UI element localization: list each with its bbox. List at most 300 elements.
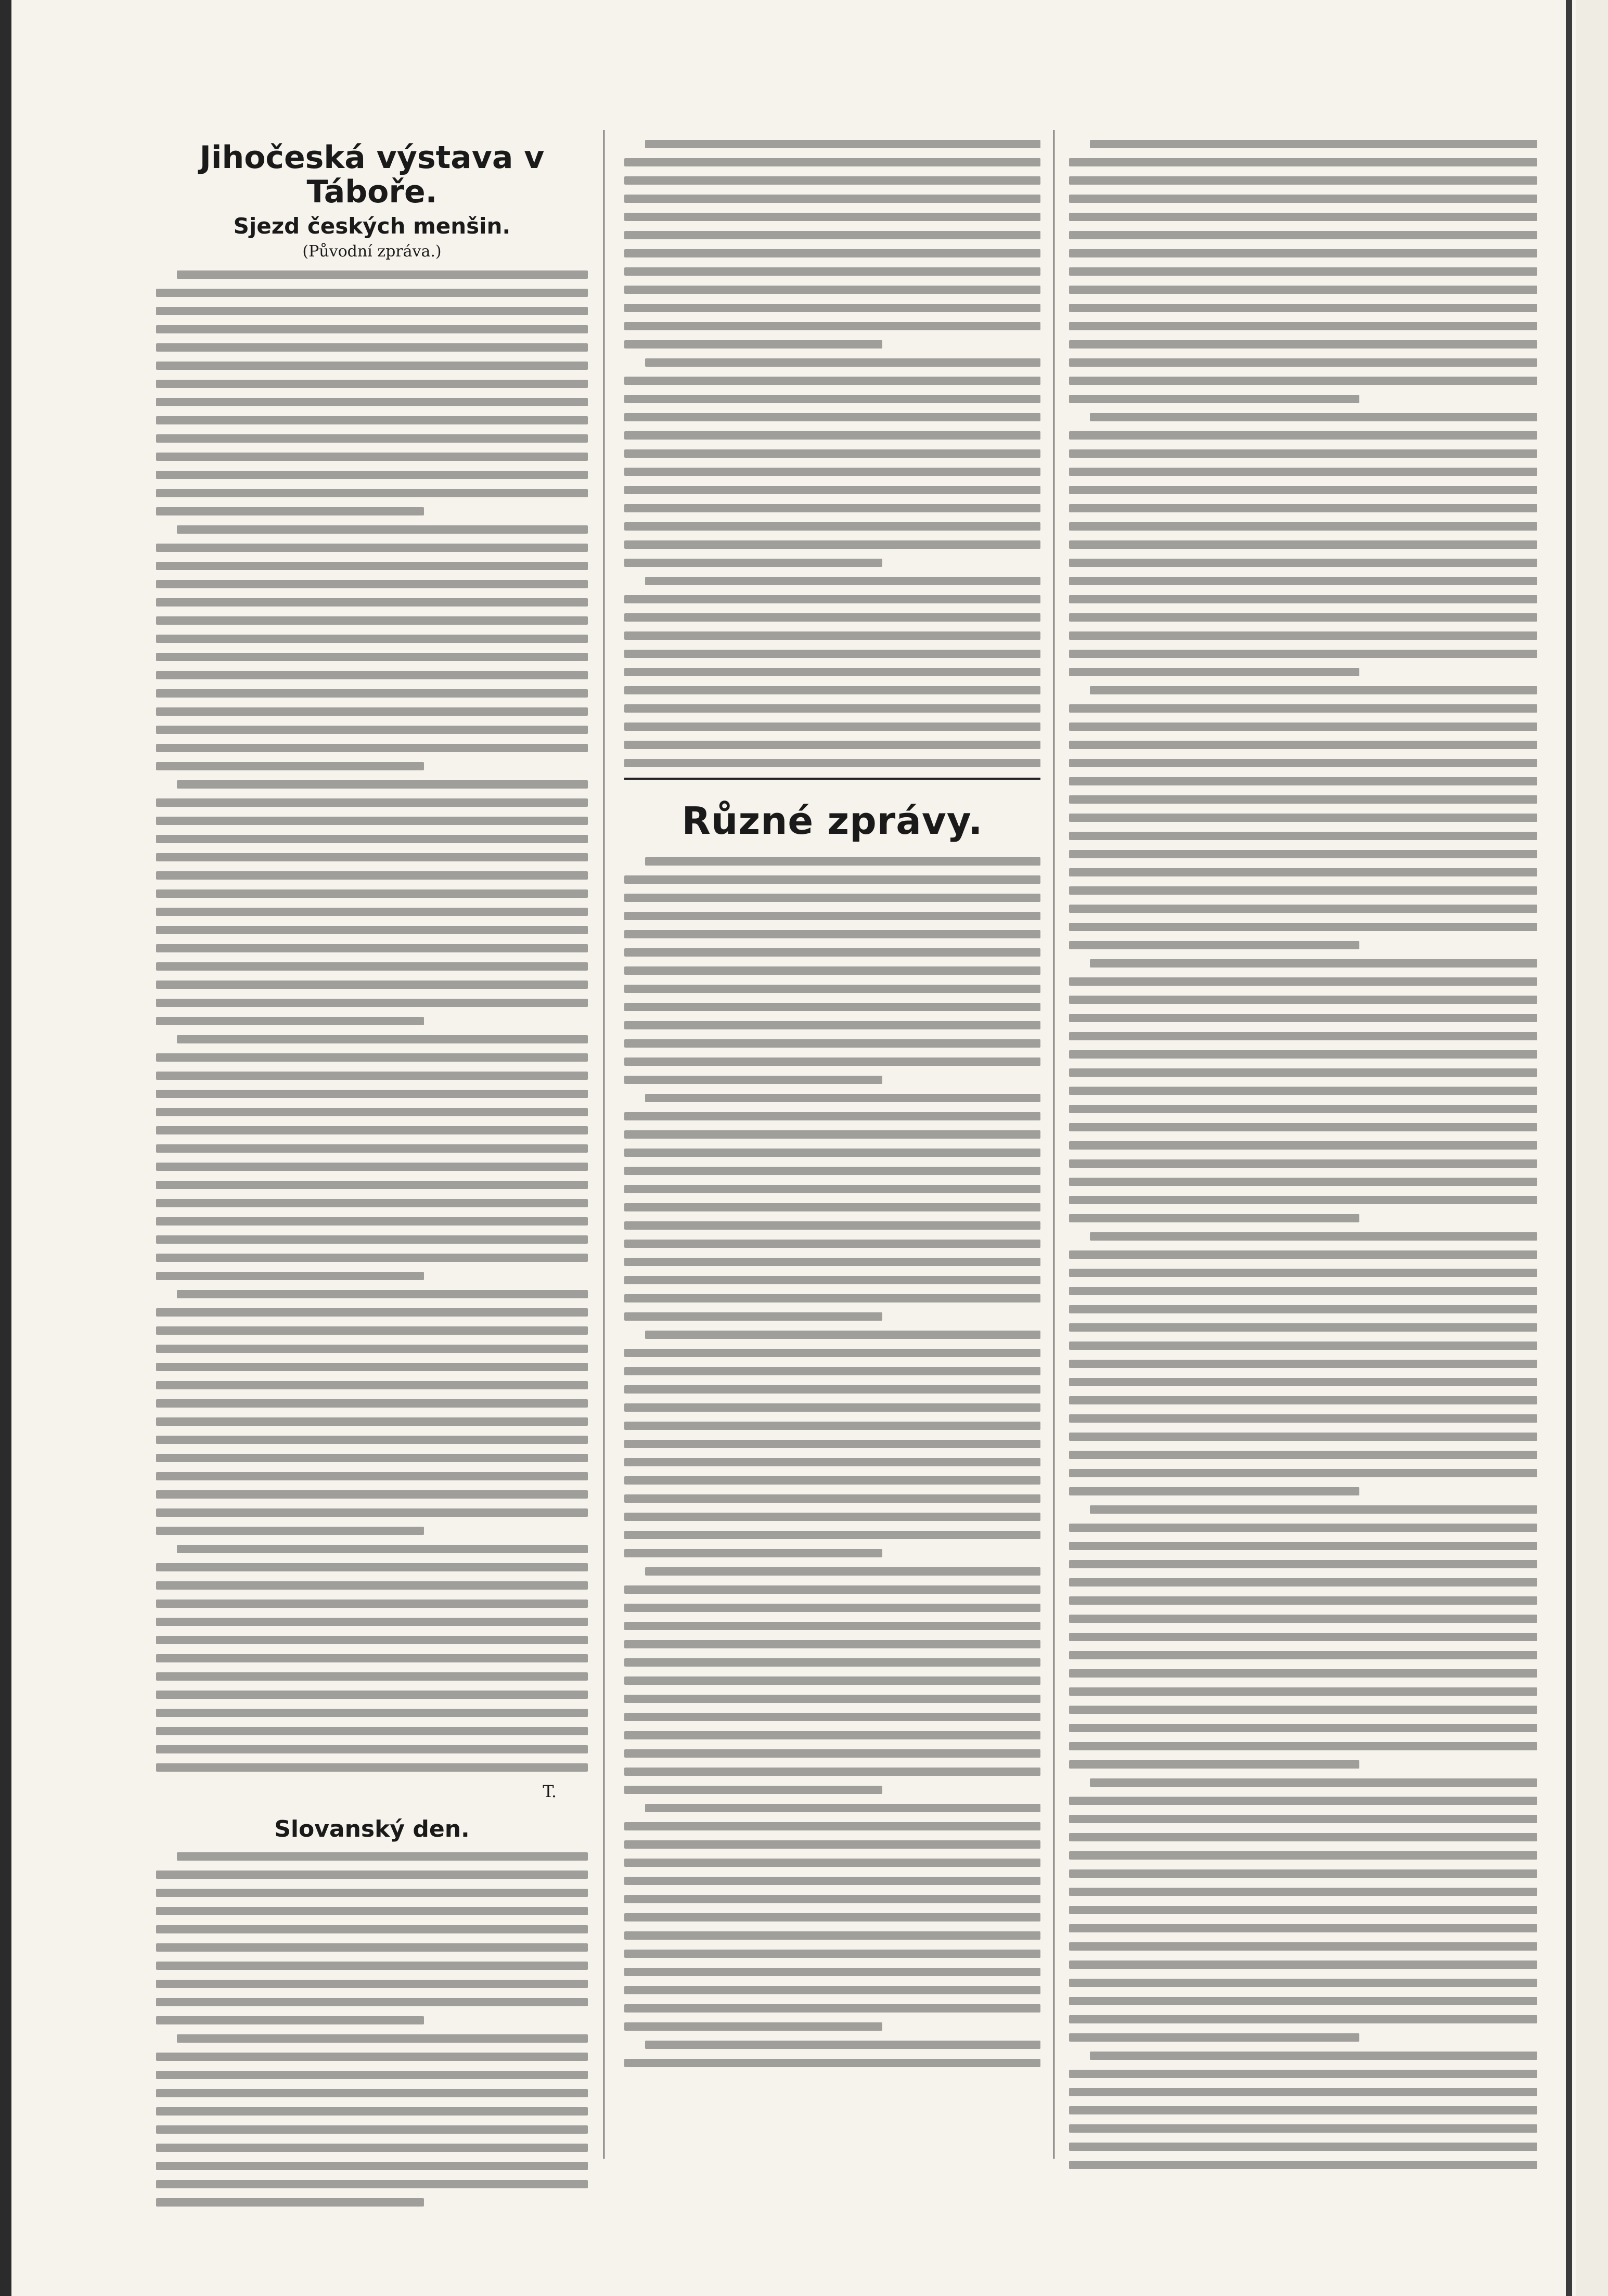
text-line — [1069, 1833, 1537, 1841]
text-line — [624, 1458, 1040, 1466]
text-line — [624, 249, 1040, 257]
text-line — [1069, 613, 1537, 622]
column-2 — [624, 130, 1040, 2077]
text-line — [1069, 1433, 1537, 1441]
text-line — [156, 489, 588, 497]
article-headline: Slovanský den. — [274, 1816, 470, 1843]
article-body — [1069, 140, 1537, 2169]
text-line — [156, 944, 588, 952]
text-line — [1069, 1906, 1537, 1914]
text-line — [1069, 1560, 1537, 1568]
text-line — [156, 416, 588, 424]
text-line — [1069, 1269, 1537, 1277]
text-line — [177, 780, 588, 789]
text-line — [624, 1367, 1040, 1375]
text-line — [177, 1290, 588, 1298]
text-line — [1069, 1596, 1537, 1605]
text-line — [177, 1852, 588, 1861]
text-line — [156, 1345, 588, 1353]
text-line — [156, 1527, 424, 1535]
text-line — [156, 1925, 588, 1933]
text-line — [624, 1968, 1040, 1976]
text-line — [156, 580, 588, 588]
text-line — [1069, 540, 1537, 549]
text-line — [624, 930, 1040, 938]
text-line — [624, 304, 1040, 312]
text-line — [1069, 1105, 1537, 1113]
text-line — [1069, 1651, 1537, 1659]
text-line — [1069, 2124, 1537, 2133]
text-line — [624, 1749, 1040, 1758]
text-line — [177, 2034, 588, 2043]
text-line — [156, 1943, 588, 1952]
text-line — [156, 343, 588, 352]
text-line — [156, 2089, 588, 2097]
text-line — [156, 1490, 588, 1499]
text-line — [1069, 1706, 1537, 1714]
text-line — [624, 231, 1040, 239]
text-line — [624, 1531, 1040, 1539]
text-line — [156, 853, 588, 861]
text-line — [156, 1108, 588, 1116]
text-line — [156, 1363, 588, 1371]
text-line — [624, 286, 1040, 294]
text-line — [624, 413, 1040, 421]
text-line — [624, 1913, 1040, 1921]
text-line — [156, 2053, 588, 2061]
text-line — [1090, 413, 1537, 421]
text-line — [1069, 1633, 1537, 1641]
text-line — [624, 1021, 1040, 1029]
text-line — [624, 1622, 1040, 1630]
text-line — [1069, 1578, 1537, 1586]
text-line — [624, 340, 882, 349]
text-line — [624, 1403, 1040, 1412]
text-line — [156, 671, 588, 679]
column-1 — [156, 130, 588, 2216]
text-line — [1069, 886, 1537, 895]
text-line — [1069, 267, 1537, 276]
text-line — [156, 507, 424, 515]
text-line — [624, 759, 1040, 767]
text-line — [156, 1889, 588, 1897]
text-line — [156, 1254, 588, 1262]
text-line — [1069, 213, 1537, 221]
text-line — [156, 2071, 588, 2079]
text-line — [156, 1436, 588, 1444]
text-line — [624, 613, 1040, 622]
text-line — [624, 1167, 1040, 1175]
text-line — [1069, 1524, 1537, 1532]
text-line — [1069, 977, 1537, 986]
text-line — [624, 2022, 882, 2031]
text-line — [624, 1003, 1040, 1011]
text-line — [624, 1276, 1040, 1284]
text-line — [624, 213, 1040, 221]
text-line — [1069, 1159, 1537, 1168]
text-line — [1069, 1742, 1537, 1750]
text-line — [1069, 449, 1537, 458]
text-line — [1069, 1724, 1537, 1732]
text-line — [1069, 1669, 1537, 1678]
text-line — [1069, 777, 1537, 785]
text-line — [624, 2059, 1040, 2067]
text-line — [1069, 158, 1537, 166]
text-line — [624, 1513, 1040, 1521]
text-line — [1069, 1924, 1537, 1932]
text-line — [1090, 1232, 1537, 1241]
text-line — [624, 1950, 1040, 1958]
text-line — [156, 1962, 588, 1970]
text-line — [624, 1859, 1040, 1867]
text-line — [156, 981, 588, 989]
text-line — [624, 2004, 1040, 2013]
text-line — [645, 857, 1040, 866]
text-line — [624, 912, 1040, 920]
text-line — [624, 1476, 1040, 1485]
article-body — [156, 1852, 588, 2207]
text-line — [624, 1713, 1040, 1721]
text-line — [156, 1090, 588, 1098]
text-line — [1069, 231, 1537, 239]
text-line — [156, 962, 588, 971]
text-line — [156, 1672, 588, 1681]
text-line — [624, 1312, 882, 1321]
text-line — [645, 358, 1040, 367]
text-line — [1090, 2052, 1537, 2060]
text-line — [156, 762, 424, 770]
text-line — [156, 1144, 588, 1153]
text-line — [1069, 1487, 1359, 1495]
text-line — [1069, 322, 1537, 330]
text-line — [624, 894, 1040, 902]
text-line — [156, 1980, 588, 1988]
text-line — [624, 1895, 1040, 1903]
text-line — [156, 1053, 588, 1062]
text-line — [156, 744, 588, 752]
page-edge-left — [0, 0, 11, 2296]
text-line — [177, 1035, 588, 1043]
text-line — [1069, 1414, 1537, 1423]
text-line — [1069, 1888, 1537, 1896]
text-line — [1069, 577, 1537, 585]
text-line — [1069, 850, 1537, 858]
text-line — [624, 966, 1040, 975]
text-line — [1069, 1287, 1537, 1295]
text-line — [156, 1709, 588, 1717]
text-line — [624, 1658, 1040, 1667]
text-line — [624, 1221, 1040, 1230]
text-line — [156, 2016, 424, 2024]
text-line — [1069, 486, 1537, 494]
text-line — [1069, 759, 1537, 767]
text-line — [1069, 1141, 1537, 1150]
text-line — [1069, 1797, 1537, 1805]
text-line — [624, 1931, 1040, 1940]
text-line — [624, 1076, 882, 1084]
text-line — [156, 1381, 588, 1389]
text-line — [156, 2198, 424, 2207]
text-line — [624, 158, 1040, 166]
text-line — [1069, 249, 1537, 257]
text-line — [156, 653, 588, 661]
text-line — [624, 1057, 1040, 1066]
text-line — [645, 2041, 1040, 2049]
text-line — [156, 1199, 588, 1207]
text-line — [156, 616, 588, 625]
page-edge-right — [1566, 0, 1572, 2296]
text-line — [1069, 668, 1359, 676]
text-line — [156, 598, 588, 607]
text-line — [624, 504, 1040, 512]
text-line — [1069, 1014, 1537, 1022]
text-line — [1069, 2161, 1537, 2169]
text-line — [624, 1294, 1040, 1302]
text-line — [1069, 1960, 1537, 1969]
text-line — [177, 1545, 588, 1553]
column-3 — [1069, 130, 1537, 2179]
text-line — [624, 1258, 1040, 1266]
text-line — [156, 798, 588, 807]
text-line — [1069, 504, 1537, 512]
text-line — [156, 1417, 588, 1426]
text-line — [1069, 1342, 1537, 1350]
text-line — [624, 267, 1040, 276]
text-line — [624, 1349, 1040, 1357]
text-line — [624, 377, 1040, 385]
text-line — [1069, 1214, 1359, 1222]
text-line — [1069, 795, 1537, 804]
text-line — [156, 871, 588, 880]
text-line — [624, 595, 1040, 603]
text-line — [156, 562, 588, 570]
text-line — [624, 1695, 1040, 1703]
text-line — [156, 1508, 588, 1517]
text-line — [1069, 1196, 1537, 1204]
text-line — [156, 1581, 588, 1590]
text-line — [624, 1422, 1040, 1430]
text-line — [156, 1181, 588, 1189]
text-line — [1069, 1815, 1537, 1823]
section-divider — [624, 778, 1040, 780]
text-line — [1069, 905, 1537, 913]
text-line — [624, 322, 1040, 330]
text-line — [1069, 377, 1537, 385]
text-line — [156, 999, 588, 1007]
text-line — [156, 835, 588, 843]
text-line — [156, 889, 588, 898]
text-line — [1069, 2033, 1359, 2042]
text-line — [624, 176, 1040, 185]
text-line — [624, 522, 1040, 531]
text-line — [624, 985, 1040, 993]
text-line — [1069, 1250, 1537, 1259]
text-line — [156, 325, 588, 333]
text-line — [156, 1217, 588, 1226]
text-line — [156, 471, 588, 479]
text-line — [624, 1385, 1040, 1394]
text-line — [1069, 1305, 1537, 1313]
article-body — [156, 270, 588, 1772]
text-line — [156, 1998, 588, 2006]
text-line — [1069, 1687, 1537, 1696]
text-line — [624, 631, 1040, 640]
text-line — [156, 2180, 588, 2188]
text-line — [624, 723, 1040, 731]
text-line — [1069, 631, 1537, 640]
text-line — [1069, 1615, 1537, 1623]
text-line — [156, 434, 588, 443]
text-line — [1069, 1469, 1537, 1477]
text-line — [1069, 522, 1537, 531]
text-line — [1069, 941, 1359, 949]
text-line — [1069, 2070, 1537, 2078]
text-line — [624, 1731, 1040, 1739]
text-line — [1069, 595, 1537, 603]
text-line — [1069, 1087, 1537, 1095]
text-line — [156, 544, 588, 552]
text-line — [1069, 286, 1537, 294]
text-line — [1069, 195, 1537, 203]
text-line — [156, 2144, 588, 2152]
text-line — [1090, 1778, 1537, 1787]
text-line — [156, 362, 588, 370]
text-line — [1069, 468, 1537, 476]
text-line — [1069, 1396, 1537, 1404]
text-line — [624, 195, 1040, 203]
text-line — [1069, 176, 1537, 185]
text-line — [156, 1326, 588, 1335]
text-line — [624, 1130, 1040, 1139]
text-line — [156, 1763, 588, 1772]
text-line — [156, 1871, 588, 1879]
text-line — [1069, 1323, 1537, 1332]
text-line — [156, 2162, 588, 2170]
text-line — [1069, 1178, 1537, 1186]
text-line — [1069, 1378, 1537, 1386]
text-line — [624, 468, 1040, 476]
adjacent-page-sliver — [1576, 0, 1608, 2296]
text-line — [624, 1877, 1040, 1885]
text-line — [156, 1618, 588, 1626]
text-line — [156, 1072, 588, 1080]
text-line — [156, 398, 588, 406]
text-line — [156, 1654, 588, 1662]
text-line — [156, 1235, 588, 1244]
text-line — [645, 1331, 1040, 1339]
text-line — [1069, 832, 1537, 840]
text-line — [624, 559, 882, 567]
text-line — [1069, 431, 1537, 440]
text-line — [624, 1203, 1040, 1211]
text-line — [624, 395, 1040, 403]
text-line — [156, 1472, 588, 1480]
column-rule — [1053, 130, 1054, 2159]
text-line — [624, 1549, 882, 1557]
text-line — [624, 875, 1040, 884]
text-line — [156, 1163, 588, 1171]
text-line — [1069, 2106, 1537, 2114]
text-line — [1069, 2143, 1537, 2151]
text-line — [645, 1567, 1040, 1576]
text-line — [156, 380, 588, 388]
text-line — [624, 1640, 1040, 1648]
column-rule — [603, 130, 604, 2159]
text-line — [156, 1126, 588, 1134]
text-line — [1090, 959, 1537, 968]
text-line — [645, 140, 1040, 148]
article-body — [624, 857, 1040, 2067]
text-line — [156, 1727, 588, 1735]
text-line — [156, 1017, 424, 1025]
article-signature: T. — [543, 1782, 557, 1802]
text-line — [156, 307, 588, 315]
text-line — [645, 577, 1040, 585]
text-line — [156, 707, 588, 716]
text-line — [1069, 1068, 1537, 1077]
text-line — [624, 449, 1040, 458]
text-line — [624, 1840, 1040, 1849]
text-line — [624, 431, 1040, 440]
text-line — [624, 1786, 882, 1794]
text-line — [1069, 1942, 1537, 1951]
article-subheadline: Sjezd českých menšin. — [233, 213, 511, 239]
text-line — [624, 741, 1040, 749]
text-line — [1069, 923, 1537, 931]
text-line — [1090, 686, 1537, 694]
text-line — [624, 1604, 1040, 1612]
text-line — [1069, 1851, 1537, 1860]
text-line — [177, 270, 588, 279]
text-line — [1069, 1032, 1537, 1040]
text-line — [624, 1494, 1040, 1503]
text-line — [156, 926, 588, 934]
text-line — [1090, 140, 1537, 148]
text-line — [1069, 814, 1537, 822]
text-line — [156, 453, 588, 461]
text-line — [156, 726, 588, 734]
text-line — [156, 817, 588, 825]
text-line — [624, 650, 1040, 658]
text-line — [156, 1636, 588, 1644]
text-line — [624, 1676, 1040, 1685]
text-line — [624, 948, 1040, 957]
text-line — [624, 1768, 1040, 1776]
text-line — [645, 1094, 1040, 1102]
text-line — [624, 1039, 1040, 1048]
text-line — [156, 289, 588, 297]
text-line — [156, 1272, 424, 1280]
text-line — [156, 635, 588, 643]
text-line — [156, 2107, 588, 2116]
text-line — [1069, 2015, 1537, 2023]
text-line — [1069, 1050, 1537, 1059]
text-line — [624, 1149, 1040, 1157]
article-body — [624, 140, 1040, 767]
text-line — [156, 908, 588, 916]
text-line — [1069, 1997, 1537, 2005]
text-line — [1069, 650, 1537, 658]
text-line — [1069, 1760, 1359, 1769]
text-line — [624, 1585, 1040, 1594]
text-line — [1069, 1869, 1537, 1878]
text-line — [1069, 1542, 1537, 1550]
text-line — [645, 1804, 1040, 1812]
text-line — [156, 1454, 588, 1462]
text-line — [624, 1185, 1040, 1193]
text-line — [1069, 559, 1537, 567]
text-line — [624, 704, 1040, 713]
